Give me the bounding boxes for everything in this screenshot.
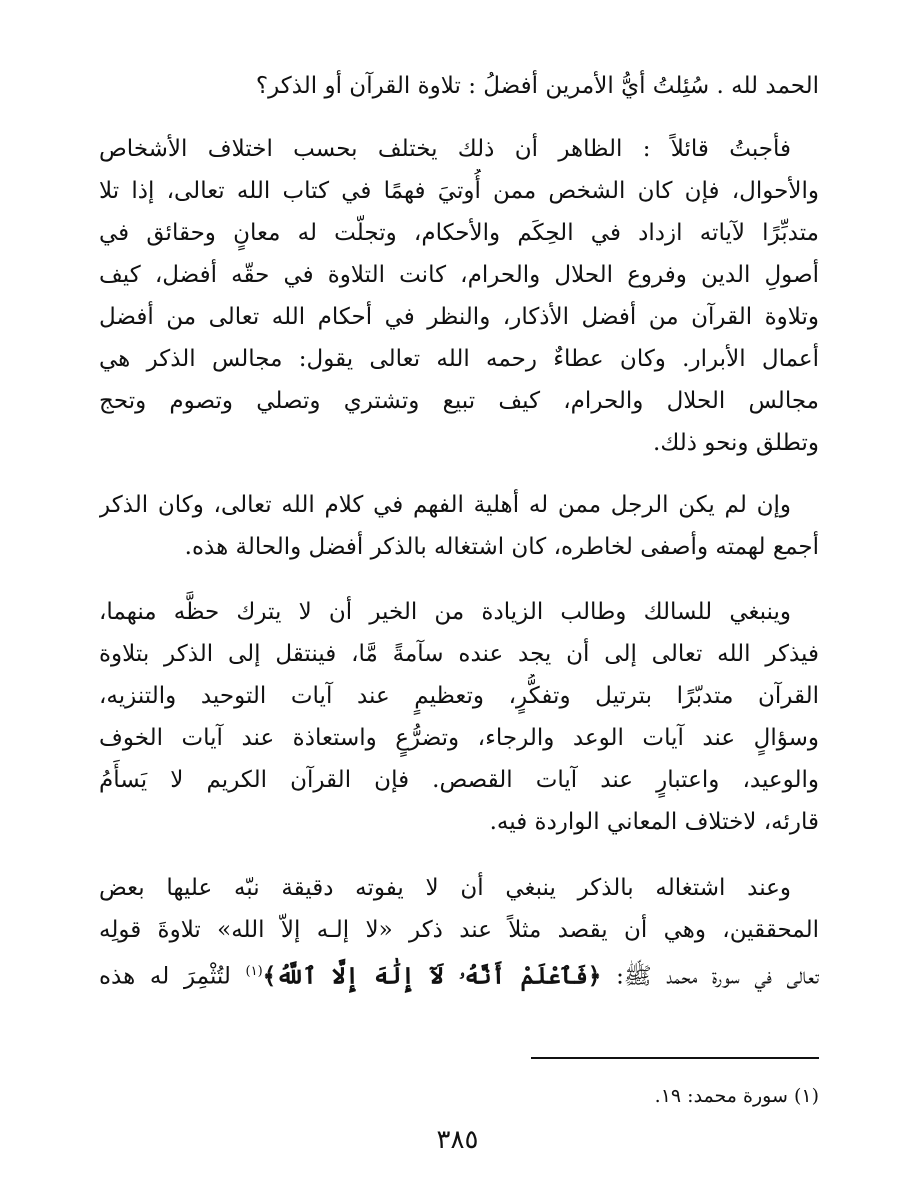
text-line: فيذكر الله تعالى إلى أن يجد عنده سآمةً مَّا، فينتقل إلى الذكر بتلاوة bbox=[99, 641, 819, 667]
text-line: المحققين، وهي أن يقصد مثلاً عند ذكر «لا إلـه إلاّ الله» تلاوةَ قولِه bbox=[99, 917, 819, 943]
text-line: أصولِ الدين وفروع الحلال والحرام، كانت التلاوة في حقّه أفضل، كيف bbox=[99, 262, 819, 288]
page-number: ٣٨٥ bbox=[436, 1125, 479, 1155]
text-line: القرآن متدبّرًا بترتيل وتفكُّرٍ، وتعظيمٍ عند آيات التوحيد والتنزيه، bbox=[99, 683, 819, 709]
text-line: والوعيد، واعتبارٍ عند آيات القصص. فإن القرآن الكريم لا يَسأَمُ bbox=[99, 767, 819, 793]
text-line: وسؤالٍ عند آيات الوعد والرجاء، وتضرُّعٍ واستعاذة عند آيات الخوف bbox=[99, 725, 819, 751]
text-line: وعند اشتغاله بالذكر ينبغي أن لا يفوته دقيقة نبّه عليها بعض bbox=[99, 875, 791, 901]
footnote-marker: (١) bbox=[245, 964, 263, 979]
text-line: وتطلق ونحو ذلك. bbox=[653, 430, 819, 456]
verse-outro: لتُثْمِرَ له هذه bbox=[99, 963, 231, 990]
text-line: فأجبتُ قائلاً : الظاهر أن ذلك يختلف بحسب اختلاف الأشخاص bbox=[99, 136, 791, 162]
text-line: وينبغي للسالك وطالب الزيادة من الخير أن لا يترك حظَّه منهما، bbox=[99, 599, 791, 625]
footnote-text: سورة محمد: ١٩. bbox=[654, 1085, 788, 1107]
text-line: متدبِّرًا لآياته ازداد في الحِكَم والأحكام، وتجلّت له معانٍ وحقائق في bbox=[99, 220, 819, 246]
text-line: وتلاوة القرآن من أفضل الأذكار، والنظر في أحكام الله تعالى من أفضل bbox=[99, 304, 819, 330]
text-line: مجالس الحلال والحرام، كيف تبيع وتشتري وتصلي وتصوم وتحج bbox=[99, 388, 819, 414]
text-line: وإن لم يكن الرجل ممن له أهلية الفهم في كلام الله تعالى، وكان الذكر bbox=[99, 492, 791, 518]
footnote-number: (١) bbox=[793, 1085, 819, 1107]
text-line: أعمال الأبرار. وكان عطاءٌ رحمه الله تعالى يقول: مجالس الذكر هي bbox=[99, 346, 819, 372]
verse-intro: تعالى في سورة محمد ﷺ: bbox=[616, 963, 819, 990]
verse-line bbox=[99, 950, 819, 994]
text-line: الحمد لله . سُئِلتُ أيُّ الأمرين أفضلُ : تلاوة القرآن أو الذكر؟ bbox=[255, 73, 819, 99]
footnote-separator bbox=[531, 1057, 819, 1059]
quran-verse: ﴿فَٱعْلَمْ أَنَّهُۥ لَآ إِلَٰهَ إِلَّا ٱللَّهُ﴾ bbox=[262, 962, 602, 990]
text-line: أجمع لهمته وأصفى لخاطره، كان اشتغاله بالذكر أفضل والحالة هذه. bbox=[184, 534, 819, 560]
text-line: قارئه، لاختلاف المعاني الواردة فيه. bbox=[489, 809, 819, 835]
text-line: والأحوال، فإن كان الشخص ممن أُوتيَ فهمًا في كتاب الله تعالى، إذا تلا bbox=[99, 178, 819, 204]
footnote bbox=[99, 1078, 819, 1114]
